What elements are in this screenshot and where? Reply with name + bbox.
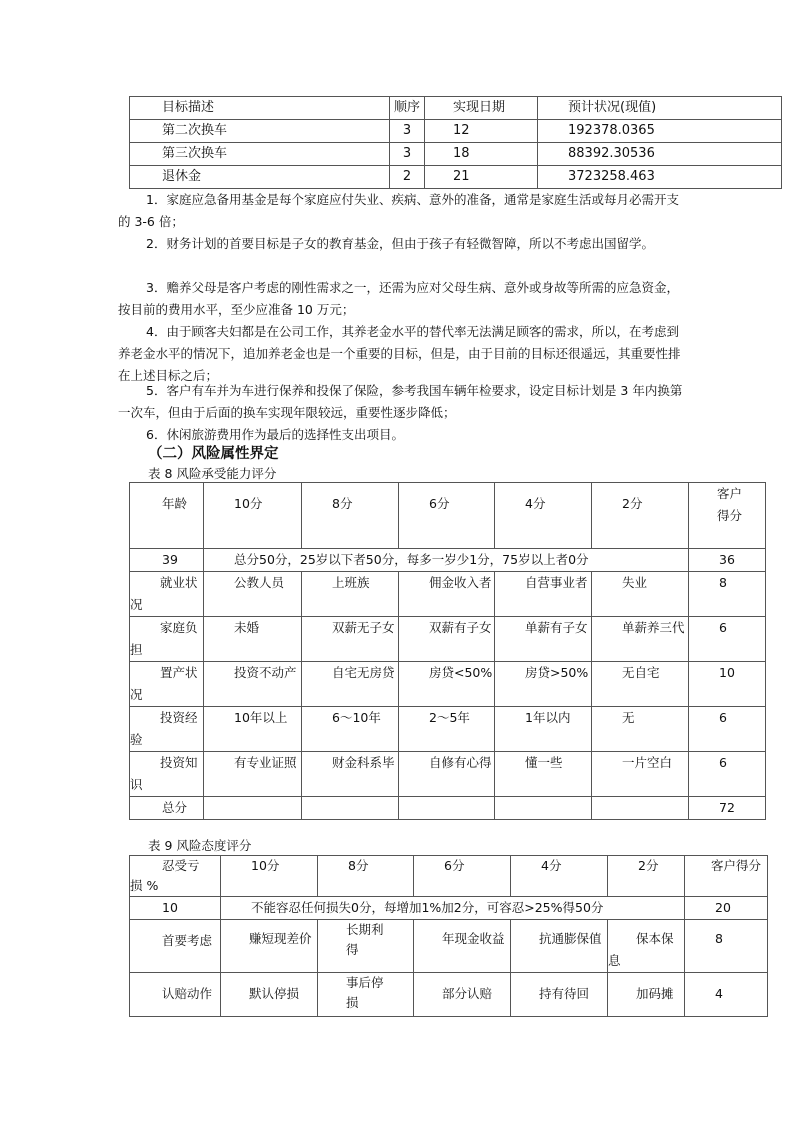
table-cell: 投资经验 bbox=[130, 707, 204, 752]
table-cell: 有专业证照 bbox=[204, 752, 302, 797]
table-cell: 赚短现差价 bbox=[221, 920, 318, 973]
table-cell: 8 bbox=[689, 572, 766, 617]
table-cell bbox=[495, 797, 592, 820]
table-row bbox=[130, 797, 766, 820]
table-cell: 21 bbox=[425, 166, 538, 189]
note-paragraph: 6．休闲旅游费用作为最后的选择性支出项目。 bbox=[146, 427, 404, 442]
table-cell: 投资不动产 bbox=[204, 662, 302, 707]
table-cell bbox=[302, 797, 399, 820]
table-row bbox=[130, 752, 766, 797]
table-cell: 8 bbox=[685, 920, 768, 973]
table-header-row bbox=[130, 856, 768, 897]
table-cell: 持有待回 bbox=[511, 973, 608, 1017]
table-cell: 默认停损 bbox=[221, 973, 318, 1017]
table-row bbox=[130, 707, 766, 752]
table-cell: 抗通膨保值 bbox=[511, 920, 608, 973]
table-cell: 置产状况 bbox=[130, 662, 204, 707]
table-cell: 2～5年 bbox=[399, 707, 495, 752]
header-cell: 8分 bbox=[302, 483, 399, 549]
table-cell: 第二次换车 bbox=[130, 120, 390, 143]
table-cell: 自营事业者 bbox=[495, 572, 592, 617]
risk-attitude-table bbox=[129, 855, 768, 1017]
table-cell: 2 bbox=[390, 166, 425, 189]
note-paragraph: 2．财务计划的首要目标是子女的教育基金，但由于孩子有轻微智障，所以不考虑出国留学。 bbox=[146, 236, 654, 251]
table-cell: 保本保息 bbox=[608, 920, 685, 973]
table-cell: 总分 bbox=[130, 797, 204, 820]
table-row bbox=[130, 662, 766, 707]
table-cell: 20 bbox=[685, 897, 768, 920]
table-cell: 39 bbox=[130, 549, 204, 572]
table-cell: 家庭负担 bbox=[130, 617, 204, 662]
table-cell: 3 bbox=[390, 143, 425, 166]
table-row bbox=[130, 973, 768, 1017]
table-cell: 财金科系毕 bbox=[302, 752, 399, 797]
header-cell: 10分 bbox=[204, 483, 302, 549]
table-cell: 一片空白 bbox=[592, 752, 689, 797]
table-cell: 6 bbox=[689, 707, 766, 752]
header-cell: 客户得分 bbox=[689, 483, 766, 549]
table-cell: 3 bbox=[390, 120, 425, 143]
table-cell: 第三次换车 bbox=[130, 143, 390, 166]
header-cell: 8分 bbox=[318, 856, 414, 897]
table-cell: 10 bbox=[130, 897, 221, 920]
header-cell: 年龄 bbox=[130, 483, 204, 549]
note-paragraph: 3．赡养父母是客户考虑的刚性需求之一，还需为应对父母生病、意外或身故等所需的应急资金，按目前的费用水平，至少应准备 10 万元； bbox=[118, 280, 679, 317]
table-cell: 失业 bbox=[592, 572, 689, 617]
table-cell: 3723258.463 bbox=[538, 166, 782, 189]
table-cell: 事后停损 bbox=[318, 973, 414, 1017]
table-cell: 退休金 bbox=[130, 166, 390, 189]
table-cell: 自宅无房贷 bbox=[302, 662, 399, 707]
table-row bbox=[130, 572, 766, 617]
header-cell: 2分 bbox=[608, 856, 685, 897]
table-cell: 36 bbox=[689, 549, 766, 572]
table-cell bbox=[592, 797, 689, 820]
table-cell: 佣金收入者 bbox=[399, 572, 495, 617]
table-cell: 公教人员 bbox=[204, 572, 302, 617]
table-cell: 认赔动作 bbox=[130, 973, 221, 1017]
table9-caption: 表 9 风险态度评分 bbox=[148, 838, 252, 853]
header-cell: 4分 bbox=[495, 483, 592, 549]
table-cell: 长期利得 bbox=[318, 920, 414, 973]
table-cell: 投资知识 bbox=[130, 752, 204, 797]
table-cell: 10年以上 bbox=[204, 707, 302, 752]
table-cell: 不能容忍任何损失0分，每增加1%加2分，可容忍>25%得50分 bbox=[221, 897, 685, 920]
table-cell: 加码摊 bbox=[608, 973, 685, 1017]
table-cell: 1年以内 bbox=[495, 707, 592, 752]
table-row bbox=[130, 920, 768, 973]
table-cell bbox=[204, 797, 302, 820]
note-paragraph: 1．家庭应急备用基金是每个家庭应付失业、疾病、意外的准备，通常是家庭生活或每月必需开支的 3-6 倍； bbox=[118, 192, 679, 229]
table-cell: 10 bbox=[689, 662, 766, 707]
table-row bbox=[130, 617, 766, 662]
note-paragraph: 5．客户有车并为车进行保养和投保了保险，参考我国车辆年检要求，设定目标计划是 3 年内换第一次车，但由于后面的换车实现年限较远，重要性逐步降低； bbox=[118, 383, 683, 420]
table-cell: 房贷>50% bbox=[495, 662, 592, 707]
table-cell: 18 bbox=[425, 143, 538, 166]
header-cell: 10分 bbox=[221, 856, 318, 897]
table-cell: 192378.0365 bbox=[538, 120, 782, 143]
table-cell: 6～10年 bbox=[302, 707, 399, 752]
table-cell: 首要考虑 bbox=[130, 920, 221, 973]
table-cell: 自修有心得 bbox=[399, 752, 495, 797]
header-cell: 6分 bbox=[414, 856, 511, 897]
risk-capacity-table bbox=[129, 482, 766, 820]
table-row bbox=[130, 120, 782, 143]
header-cell: 2分 bbox=[592, 483, 689, 549]
header-cell: 预计状况(现值) bbox=[538, 97, 782, 120]
goals-table bbox=[129, 96, 782, 189]
table-cell: 总分50分，25岁以下者50分，每多一岁少1分，75岁以上者0分 bbox=[204, 549, 689, 572]
header-cell: 目标描述 bbox=[130, 97, 390, 120]
header-cell: 实现日期 bbox=[425, 97, 538, 120]
header-cell: 6分 bbox=[399, 483, 495, 549]
table-cell: 上班族 bbox=[302, 572, 399, 617]
table-cell: 部分认赔 bbox=[414, 973, 511, 1017]
table-cell: 6 bbox=[689, 617, 766, 662]
table-cell: 6 bbox=[689, 752, 766, 797]
table-row bbox=[130, 166, 782, 189]
table-cell: 无自宅 bbox=[592, 662, 689, 707]
table-cell: 未婚 bbox=[204, 617, 302, 662]
table-row bbox=[130, 897, 768, 920]
header-cell: 4分 bbox=[511, 856, 608, 897]
header-cell: 忍受亏损 % bbox=[130, 856, 221, 897]
table-cell: 双薪有子女 bbox=[399, 617, 495, 662]
table-row bbox=[130, 549, 766, 572]
table-header-row bbox=[130, 483, 766, 549]
table-cell: 房贷<50% bbox=[399, 662, 495, 707]
table-cell: 无 bbox=[592, 707, 689, 752]
table-row bbox=[130, 143, 782, 166]
header-cell: 客户得分 bbox=[685, 856, 768, 897]
table-cell: 4 bbox=[685, 973, 768, 1017]
table-cell: 单薪养三代 bbox=[592, 617, 689, 662]
table-cell: 12 bbox=[425, 120, 538, 143]
table-header-row bbox=[130, 97, 782, 120]
section-heading: （二）风险属性界定 bbox=[148, 446, 279, 462]
header-cell: 顺序 bbox=[390, 97, 425, 120]
table-cell: 72 bbox=[689, 797, 766, 820]
table-cell: 年现金收益 bbox=[414, 920, 511, 973]
table-cell: 就业状况 bbox=[130, 572, 204, 617]
note-paragraph: 4．由于顾客夫妇都是在公司工作，其养老金水平的替代率无法满足顾客的需求，所以，在考虑到养老金水平的情况下，追加养老金也是一个重要的目标，但是，由于目前的目标还很遥远，其重要性排在上述目标之后； bbox=[118, 324, 681, 383]
table-cell: 88392.30536 bbox=[538, 143, 782, 166]
table8-caption: 表 8 风险承受能力评分 bbox=[148, 466, 277, 481]
table-cell: 双薪无子女 bbox=[302, 617, 399, 662]
table-cell: 单薪有子女 bbox=[495, 617, 592, 662]
table-cell: 懂一些 bbox=[495, 752, 592, 797]
table-cell bbox=[399, 797, 495, 820]
